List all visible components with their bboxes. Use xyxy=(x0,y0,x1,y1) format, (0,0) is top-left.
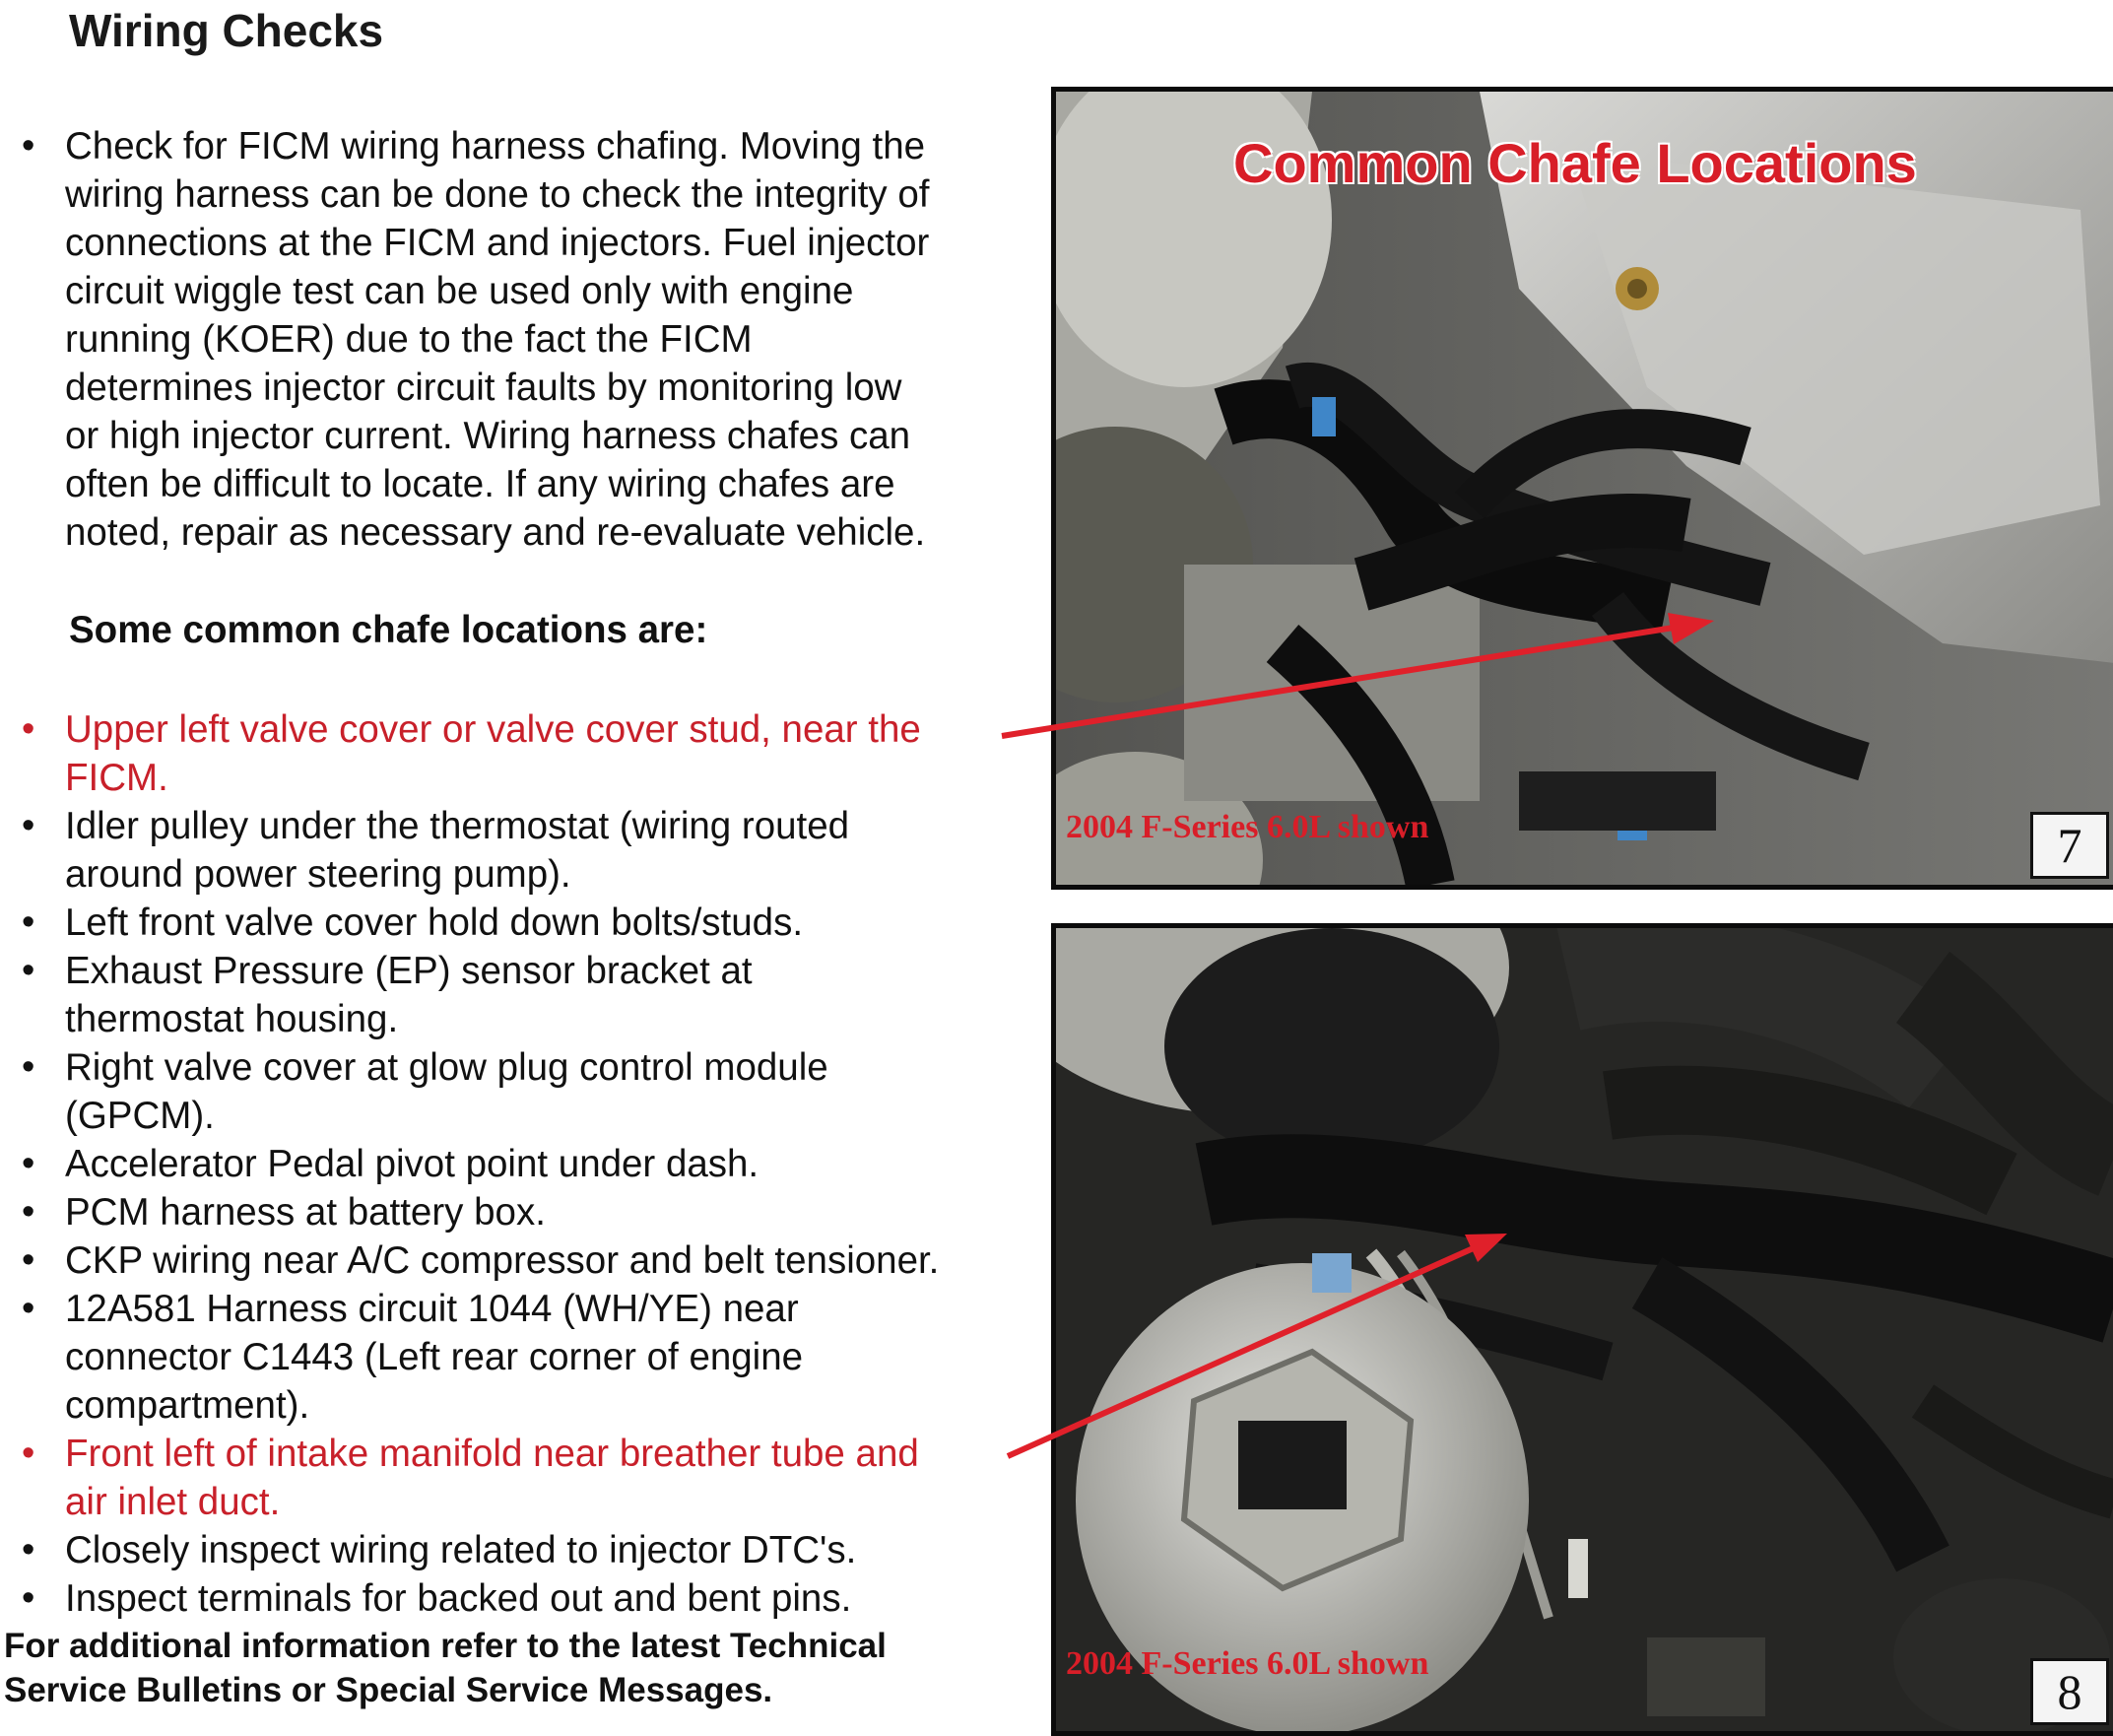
list-item-text: Inspect terminals for backed out and bent pins. xyxy=(65,1577,852,1620)
list-item-text: thermostat housing. xyxy=(65,998,399,1040)
list-item-text: CKP wiring near A/C compressor and belt tensioner. xyxy=(65,1239,940,1282)
bullet-icon: • xyxy=(22,1433,35,1474)
bullet-icon: • xyxy=(22,1191,35,1233)
list-item-text: Left front valve cover hold down bolts/studs. xyxy=(65,901,804,944)
bullet-icon: • xyxy=(22,805,35,846)
list-item-text: Upper left valve cover or valve cover stud, near the xyxy=(65,708,921,751)
page-title: Wiring Checks xyxy=(69,5,384,56)
footer-note xyxy=(4,1624,887,1712)
list-item-text: Accelerator Pedal pivot point under dash. xyxy=(65,1143,759,1185)
bullet-icon: • xyxy=(22,950,35,991)
list-item-text: compartment). xyxy=(65,1384,310,1427)
bullet-icon: • xyxy=(22,901,35,943)
bullet-icon: • xyxy=(22,1239,35,1281)
callout-arrow xyxy=(1002,627,1680,736)
list-item-text: often be difficult to locate. If any wiring chafes are xyxy=(65,463,895,505)
arrowhead xyxy=(1668,613,1714,644)
list-item-text: Right valve cover at glow plug control module xyxy=(65,1046,828,1089)
list-item-text: determines injector circuit faults by monitoring low xyxy=(65,367,902,409)
list-item-text: Check for FICM wiring harness chafing. Moving the xyxy=(65,125,926,167)
bullet-icon: • xyxy=(22,1143,35,1184)
bullet-icon: • xyxy=(22,1288,35,1329)
photo-caption: 2004 F-Series 6.0L shown xyxy=(1066,1645,1429,1682)
list-item-text: noted, repair as necessary and re-evaluate vehicle. xyxy=(65,511,926,554)
list-item-text: Idler pulley under the thermostat (wiring routed xyxy=(65,805,850,847)
bullet-icon: • xyxy=(22,125,35,167)
list-item-text: FICM. xyxy=(65,757,168,799)
list-item-text: around power steering pump). xyxy=(65,853,571,896)
figure-number: 7 xyxy=(2030,812,2109,879)
list-item-text: PCM harness at battery box. xyxy=(65,1191,546,1234)
section-subheading: Some common chafe locations are: xyxy=(69,609,708,651)
photo-caption: 2004 F-Series 6.0L shown xyxy=(1066,809,1429,845)
list-item-text: wiring harness can be done to check the integrity of xyxy=(65,173,930,216)
list-item-text: 12A581 Harness circuit 1044 (WH/YE) near xyxy=(65,1288,799,1330)
list-item-text: circuit wiggle test can be used only with engine xyxy=(65,270,854,312)
bullet-icon: • xyxy=(22,1046,35,1088)
list-item-text: Exhaust Pressure (EP) sensor bracket at xyxy=(65,950,753,992)
footer-line: For additional information refer to the latest Technical xyxy=(4,1627,887,1665)
list-item-text: air inlet duct. xyxy=(65,1481,281,1523)
list-item-text: Closely inspect wiring related to injector DTC's. xyxy=(65,1529,857,1571)
bullet-icon: • xyxy=(22,1577,35,1619)
list-item-text: Front left of intake manifold near breather tube and xyxy=(65,1433,919,1475)
figure-number: 8 xyxy=(2030,1658,2109,1725)
list-item-text: running (KOER) due to the fact the FICM xyxy=(65,318,753,361)
callout-arrow xyxy=(1008,1246,1478,1456)
list-item-text: connector C1443 (Left rear corner of engine xyxy=(65,1336,804,1378)
footer-line: Service Bulletins or Special Service Messages. xyxy=(4,1671,773,1709)
list-item-text: connections at the FICM and injectors. Fuel injector xyxy=(65,222,930,264)
arrowhead xyxy=(1465,1234,1507,1262)
bullet-icon: • xyxy=(22,1529,35,1570)
bullet-icon: • xyxy=(22,708,35,750)
list-item-text: (GPCM). xyxy=(65,1095,215,1137)
list-item-text: or high injector current. Wiring harness chafes can xyxy=(65,415,911,457)
photo-title: Common Chafe Locations xyxy=(1233,132,1917,194)
